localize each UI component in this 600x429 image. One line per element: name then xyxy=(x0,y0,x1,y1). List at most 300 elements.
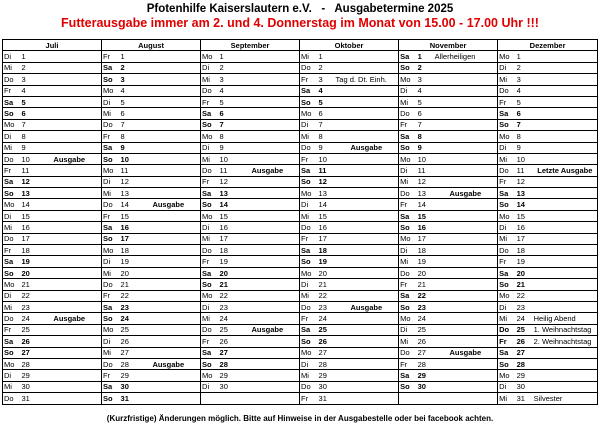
weekday-cell: Fr xyxy=(300,313,318,324)
date-cell: 8 xyxy=(318,131,335,142)
day-row xyxy=(3,74,598,85)
date-cell: 16 xyxy=(219,222,236,233)
date-cell: 22 xyxy=(21,290,38,301)
weekday-cell: Di xyxy=(201,301,219,312)
weekday-cell: So xyxy=(498,279,516,290)
date-cell: 17 xyxy=(120,233,137,244)
date-cell: 11 xyxy=(318,165,335,176)
note-cell: Ausgabe xyxy=(137,199,201,210)
date-cell: 3 xyxy=(417,74,434,85)
weekday-cell: Do xyxy=(399,347,417,358)
date-cell: 30 xyxy=(120,381,137,392)
date-cell: 26 xyxy=(516,336,533,347)
month-header: September xyxy=(201,40,300,51)
weekday-cell: Mi xyxy=(102,188,120,199)
note-cell xyxy=(38,347,102,358)
note-cell xyxy=(236,233,300,244)
weekday-cell: Mi xyxy=(498,393,516,404)
date-cell: 18 xyxy=(516,245,533,256)
note-cell xyxy=(236,381,300,392)
date-cell: 21 xyxy=(417,279,434,290)
note-cell xyxy=(434,199,498,210)
note-cell xyxy=(137,336,201,347)
note-cell xyxy=(38,290,102,301)
weekday-cell: Di xyxy=(498,381,516,392)
date-cell: 31 xyxy=(21,393,38,404)
date-cell: 25 xyxy=(219,324,236,335)
weekday-cell: Mo xyxy=(201,370,219,381)
weekday-cell: Fr xyxy=(399,199,417,210)
weekday-cell: Di xyxy=(399,85,417,96)
weekday-cell: Mo xyxy=(102,165,120,176)
note-cell xyxy=(533,267,598,278)
weekday-cell: Do xyxy=(300,301,318,312)
note-cell xyxy=(533,210,598,221)
note-cell: Heilig Abend xyxy=(533,313,598,324)
note-cell xyxy=(137,188,201,199)
date-cell: 22 xyxy=(318,290,335,301)
note-cell xyxy=(434,108,498,119)
date-cell: 16 xyxy=(318,222,335,233)
date-cell: 24 xyxy=(219,313,236,324)
date-cell: 16 xyxy=(516,222,533,233)
note-cell xyxy=(434,222,498,233)
weekday-cell: Do xyxy=(498,324,516,335)
weekday-cell: Di xyxy=(498,142,516,153)
weekday-cell: Do xyxy=(3,393,21,404)
note-cell xyxy=(434,301,498,312)
weekday-cell: Di xyxy=(102,96,120,107)
note-cell xyxy=(137,165,201,176)
date-cell: 12 xyxy=(120,176,137,187)
note-cell xyxy=(236,153,300,164)
date-cell: 30 xyxy=(318,381,335,392)
weekday-cell: Sa xyxy=(3,176,21,187)
date-cell: 8 xyxy=(120,131,137,142)
weekday-cell: Sa xyxy=(300,324,318,335)
note-cell xyxy=(137,393,201,404)
weekday-cell: Sa xyxy=(102,142,120,153)
date-cell: 17 xyxy=(21,233,38,244)
weekday-cell: Mi xyxy=(3,301,21,312)
note-cell xyxy=(137,176,201,187)
weekday-cell: So xyxy=(399,381,417,392)
month-header: Oktober xyxy=(300,40,399,51)
date-cell: 11 xyxy=(219,165,236,176)
note-cell xyxy=(137,267,201,278)
date-cell: 1 xyxy=(417,51,434,62)
date-cell: 18 xyxy=(318,245,335,256)
date-cell: 19 xyxy=(516,256,533,267)
note-cell xyxy=(236,393,300,404)
date-cell: 7 xyxy=(417,119,434,130)
distribution-notice: Futterausgabe immer am 2. und 4. Donnerstag im Monat von 15.00 - 17.00 Uhr !!! xyxy=(61,16,539,30)
date-cell: 25 xyxy=(120,324,137,335)
note-cell xyxy=(236,210,300,221)
date-cell: 19 xyxy=(318,256,335,267)
note-cell xyxy=(335,222,399,233)
note-cell xyxy=(335,62,399,73)
date-cell: 29 xyxy=(318,370,335,381)
weekday-cell: Di xyxy=(102,176,120,187)
weekday-cell: So xyxy=(399,62,417,73)
weekday-cell: So xyxy=(498,199,516,210)
day-row xyxy=(3,256,598,267)
note-cell xyxy=(434,336,498,347)
weekday-cell: Mo xyxy=(399,233,417,244)
weekday-cell: Sa xyxy=(201,108,219,119)
note-cell xyxy=(434,233,498,244)
date-cell: 22 xyxy=(120,290,137,301)
date-cell: 3 xyxy=(219,74,236,85)
date-cell: 23 xyxy=(516,301,533,312)
weekday-cell xyxy=(399,393,417,404)
note-cell xyxy=(335,153,399,164)
weekday-cell: Mi xyxy=(3,222,21,233)
date-cell: 5 xyxy=(219,96,236,107)
note-cell xyxy=(236,256,300,267)
note-cell xyxy=(434,393,498,404)
date-cell: 24 xyxy=(318,313,335,324)
weekday-cell: So xyxy=(300,256,318,267)
weekday-cell: Do xyxy=(498,165,516,176)
weekday-cell: Do xyxy=(201,324,219,335)
weekday-cell: So xyxy=(300,96,318,107)
weekday-cell: So xyxy=(102,74,120,85)
note-cell xyxy=(236,74,300,85)
date-cell: 15 xyxy=(417,210,434,221)
note-cell xyxy=(137,51,201,62)
note-cell: Ausgabe xyxy=(335,301,399,312)
date-cell: 18 xyxy=(219,245,236,256)
note-cell xyxy=(137,290,201,301)
note-cell xyxy=(335,347,399,358)
note-cell xyxy=(137,74,201,85)
date-cell: 18 xyxy=(120,245,137,256)
note-cell xyxy=(335,85,399,96)
weekday-cell: Mi xyxy=(3,142,21,153)
note-cell xyxy=(38,222,102,233)
note-cell xyxy=(38,301,102,312)
weekday-cell: Di xyxy=(399,165,417,176)
weekday-cell: Mi xyxy=(498,313,516,324)
note-cell xyxy=(335,245,399,256)
day-row xyxy=(3,393,598,404)
note-cell: Ausgabe xyxy=(38,313,102,324)
weekday-cell: Mo xyxy=(201,51,219,62)
date-cell: 26 xyxy=(318,336,335,347)
note-cell xyxy=(533,347,598,358)
weekday-cell: Di xyxy=(201,381,219,392)
date-cell: 27 xyxy=(120,347,137,358)
date-cell: 9 xyxy=(21,142,38,153)
weekday-cell: Do xyxy=(102,199,120,210)
weekday-cell: Di xyxy=(300,199,318,210)
date-cell: 31 xyxy=(516,393,533,404)
weekday-cell: Di xyxy=(399,324,417,335)
weekday-cell: Fr xyxy=(300,74,318,85)
date-cell: 11 xyxy=(21,165,38,176)
day-row xyxy=(3,142,598,153)
note-cell xyxy=(335,210,399,221)
date-cell: 27 xyxy=(219,347,236,358)
note-cell xyxy=(137,85,201,96)
date-cell: 5 xyxy=(120,96,137,107)
weekday-cell: Fr xyxy=(399,119,417,130)
weekday-cell: Fr xyxy=(102,51,120,62)
weekday-cell: Mi xyxy=(498,233,516,244)
note-cell xyxy=(335,313,399,324)
weekday-cell: Di xyxy=(201,142,219,153)
weekday-cell: Fr xyxy=(3,85,21,96)
date-cell: 4 xyxy=(516,85,533,96)
note-cell xyxy=(236,313,300,324)
date-cell: 1 xyxy=(318,51,335,62)
date-cell: 20 xyxy=(417,267,434,278)
note-cell: Ausgabe xyxy=(236,165,300,176)
date-cell: 10 xyxy=(318,153,335,164)
date-cell: 23 xyxy=(219,301,236,312)
weekday-cell: Mo xyxy=(300,347,318,358)
weekday-cell: Mo xyxy=(201,131,219,142)
day-row xyxy=(3,210,598,221)
note-cell xyxy=(533,290,598,301)
date-cell: 17 xyxy=(318,233,335,244)
weekday-cell: Mo xyxy=(498,131,516,142)
weekday-cell: Fr xyxy=(201,256,219,267)
weekday-cell xyxy=(201,393,219,404)
weekday-cell: Fr xyxy=(498,176,516,187)
note-cell xyxy=(137,62,201,73)
note-cell: 2. Weihnachtstag xyxy=(533,336,598,347)
note-cell xyxy=(335,336,399,347)
date-cell: 6 xyxy=(318,108,335,119)
note-cell xyxy=(137,119,201,130)
note-cell xyxy=(38,233,102,244)
date-cell: 2 xyxy=(219,62,236,73)
weekday-cell: Fr xyxy=(102,131,120,142)
weekday-cell: Do xyxy=(498,85,516,96)
weekday-cell: Sa xyxy=(3,256,21,267)
footer-note: (Kurzfristige) Änderungen möglich. Bitte auf Hinweise in der Ausgabestelle oder bei facebook achten. xyxy=(106,414,494,423)
day-row xyxy=(3,199,598,210)
note-cell xyxy=(38,336,102,347)
date-cell: 17 xyxy=(219,233,236,244)
date-cell: 12 xyxy=(417,176,434,187)
date-cell: 11 xyxy=(516,165,533,176)
note-cell xyxy=(236,222,300,233)
weekday-cell: Fr xyxy=(3,245,21,256)
note-cell xyxy=(335,381,399,392)
note-cell xyxy=(38,165,102,176)
month-header-row xyxy=(3,40,598,51)
weekday-cell: Fr xyxy=(399,279,417,290)
weekday-cell: Mi xyxy=(201,74,219,85)
date-cell: 10 xyxy=(516,153,533,164)
note-cell xyxy=(137,153,201,164)
note-cell xyxy=(335,119,399,130)
weekday-cell: Do xyxy=(3,313,21,324)
note-cell xyxy=(38,199,102,210)
note-cell xyxy=(38,245,102,256)
weekday-cell: Mi xyxy=(300,290,318,301)
date-cell: 14 xyxy=(219,199,236,210)
note-cell xyxy=(533,370,598,381)
note-cell xyxy=(236,62,300,73)
note-cell xyxy=(236,290,300,301)
weekday-cell: Mo xyxy=(300,267,318,278)
note-cell xyxy=(533,188,598,199)
weekday-cell: Mo xyxy=(102,85,120,96)
date-cell: 5 xyxy=(516,96,533,107)
date-cell: 22 xyxy=(516,290,533,301)
note-cell xyxy=(236,119,300,130)
weekday-cell: Di xyxy=(3,51,21,62)
weekday-cell: Mi xyxy=(201,153,219,164)
note-cell xyxy=(533,256,598,267)
day-row xyxy=(3,96,598,107)
date-cell: 2 xyxy=(21,62,38,73)
date-cell: 6 xyxy=(516,108,533,119)
weekday-cell: Sa xyxy=(3,336,21,347)
note-cell xyxy=(434,96,498,107)
note-cell xyxy=(335,51,399,62)
date-cell: 9 xyxy=(120,142,137,153)
weekday-cell: Do xyxy=(3,74,21,85)
note-cell xyxy=(236,279,300,290)
date-cell: 21 xyxy=(120,279,137,290)
weekday-cell: Mo xyxy=(201,290,219,301)
date-cell: 24 xyxy=(417,313,434,324)
note-cell xyxy=(137,210,201,221)
date-cell: 10 xyxy=(120,153,137,164)
weekday-cell: Sa xyxy=(102,381,120,392)
note-cell xyxy=(434,85,498,96)
date-cell: 7 xyxy=(21,119,38,130)
weekday-cell: Mo xyxy=(300,188,318,199)
weekday-cell: Fr xyxy=(3,165,21,176)
date-cell: 29 xyxy=(417,370,434,381)
date-cell: 11 xyxy=(417,165,434,176)
date-cell: 7 xyxy=(318,119,335,130)
date-cell xyxy=(417,393,434,404)
note-cell xyxy=(236,96,300,107)
weekday-cell: Sa xyxy=(300,245,318,256)
weekday-cell: Mo xyxy=(201,210,219,221)
weekday-cell: Di xyxy=(3,210,21,221)
weekday-cell: Sa xyxy=(201,188,219,199)
month-header: Juli xyxy=(3,40,102,51)
weekday-cell: Fr xyxy=(498,96,516,107)
weekday-cell: Fr xyxy=(102,370,120,381)
day-row xyxy=(3,85,598,96)
weekday-cell: Sa xyxy=(201,347,219,358)
date-cell: 25 xyxy=(21,324,38,335)
note-cell xyxy=(38,176,102,187)
weekday-cell: Fr xyxy=(300,233,318,244)
weekday-cell: So xyxy=(3,108,21,119)
weekday-cell: Di xyxy=(300,358,318,369)
date-cell: 10 xyxy=(21,153,38,164)
weekday-cell: Mo xyxy=(498,290,516,301)
weekday-cell: Sa xyxy=(399,290,417,301)
date-cell: 9 xyxy=(318,142,335,153)
weekday-cell: Di xyxy=(399,245,417,256)
note-cell: Ausgabe xyxy=(38,153,102,164)
date-cell: 21 xyxy=(219,279,236,290)
note-cell xyxy=(533,74,598,85)
weekday-cell: Fr xyxy=(102,290,120,301)
date-cell: 14 xyxy=(516,199,533,210)
day-row xyxy=(3,165,598,176)
weekday-cell: Mo xyxy=(498,370,516,381)
note-cell xyxy=(533,96,598,107)
date-cell: 26 xyxy=(219,336,236,347)
weekday-cell: Mi xyxy=(399,256,417,267)
note-cell xyxy=(38,279,102,290)
weekday-cell: Do xyxy=(3,153,21,164)
note-cell: Letzte Ausgabe xyxy=(533,165,598,176)
note-cell xyxy=(236,267,300,278)
date-cell: 20 xyxy=(318,267,335,278)
note-cell xyxy=(38,188,102,199)
note-cell xyxy=(38,62,102,73)
note-cell: Allerheiligen xyxy=(434,51,498,62)
day-row xyxy=(3,313,598,324)
note-cell xyxy=(335,233,399,244)
note-cell xyxy=(38,210,102,221)
weekday-cell: So xyxy=(300,336,318,347)
weekday-cell: Fr xyxy=(3,324,21,335)
date-cell: 15 xyxy=(21,210,38,221)
weekday-cell: Do xyxy=(201,245,219,256)
date-cell: 20 xyxy=(516,267,533,278)
date-cell: 29 xyxy=(21,370,38,381)
weekday-cell: So xyxy=(201,358,219,369)
weekday-cell: Do xyxy=(300,222,318,233)
weekday-cell: Do xyxy=(201,165,219,176)
date-cell: 10 xyxy=(219,153,236,164)
weekday-cell: So xyxy=(201,199,219,210)
note-cell xyxy=(335,324,399,335)
weekday-cell: Mo xyxy=(300,108,318,119)
note-cell xyxy=(38,108,102,119)
weekday-cell: Sa xyxy=(498,267,516,278)
date-cell: 28 xyxy=(219,358,236,369)
note-cell xyxy=(533,176,598,187)
day-row xyxy=(3,290,598,301)
date-cell: 6 xyxy=(219,108,236,119)
date-cell: 29 xyxy=(516,370,533,381)
date-cell: 17 xyxy=(417,233,434,244)
note-cell xyxy=(434,142,498,153)
note-cell xyxy=(236,301,300,312)
weekday-cell: So xyxy=(399,301,417,312)
date-cell: 7 xyxy=(219,119,236,130)
note-cell xyxy=(533,199,598,210)
weekday-cell: Do xyxy=(300,62,318,73)
note-cell xyxy=(434,313,498,324)
date-cell: 19 xyxy=(120,256,137,267)
note-cell xyxy=(38,51,102,62)
note-cell: Ausgabe xyxy=(137,358,201,369)
date-cell: 6 xyxy=(21,108,38,119)
note-cell xyxy=(38,142,102,153)
date-cell: 23 xyxy=(318,301,335,312)
note-cell xyxy=(434,165,498,176)
note-cell: Tag d. Dt. Einh. xyxy=(335,74,399,85)
date-cell: 10 xyxy=(417,153,434,164)
